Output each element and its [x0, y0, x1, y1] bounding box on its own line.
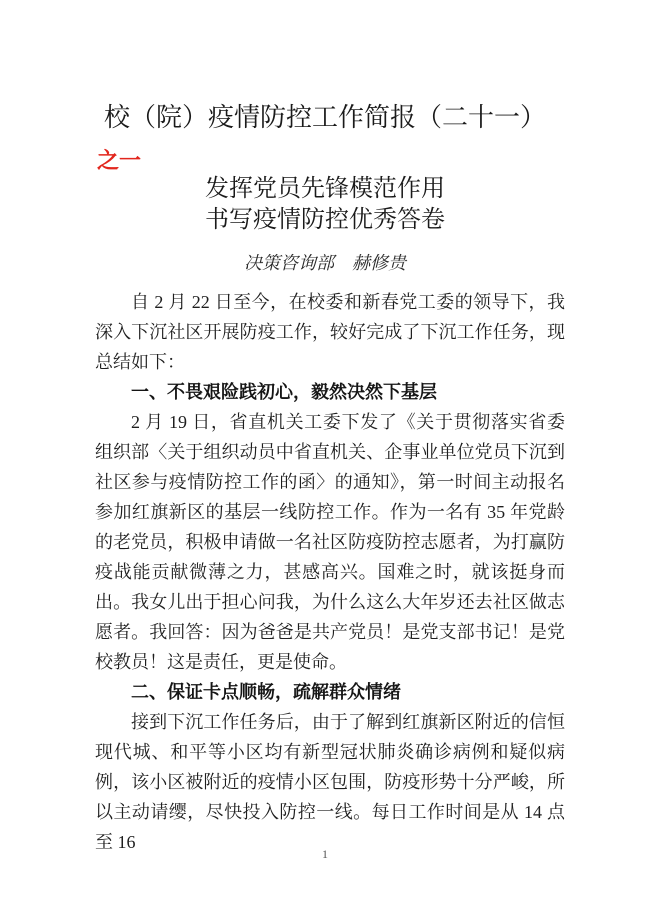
article-title — [0, 174, 650, 236]
doc-title: 校（院）疫情防控工作简报（二十一） — [103, 103, 546, 132]
section-heading: 二、保证卡点顺畅，疏解群众情绪 — [131, 682, 401, 702]
body-paragraph: 2 月 19 日，省直机关工委下发了《关于贯彻落实省委组织部〈关于组织动员中省直机关、企事业单位党员下沉到社区参与疫情防控工作的函〉的通知》，第一时间主动报名参加红旗新区的基层一线防控工作。作为一名有 35 年党龄的老党员，积极申请做一名社区防疫防控志愿者，为打赢防疫战能贡献微薄之力，甚感高兴。国难之时，就该挺身而出。我女儿出于担心问我，为什么这么大年岁还去社区做志愿者。我回答：因为爸爸是共产党员！是党支部书记！是党校教员！这是责任，更是使命。 — [95, 412, 565, 672]
article-title-line2: 书写疫情防控优秀答卷 — [205, 207, 445, 233]
document-body — [95, 287, 565, 857]
section-heading: 一、不畏艰险践初心，毅然决然下基层 — [131, 382, 437, 402]
page-number: 1 — [322, 847, 328, 861]
body-paragraph: 接到下沉工作任务后，由于了解到红旗新区附近的信恒现代城、和平等小区均有新型冠状肺炎确诊病例和疑似病例，该小区被附近的疫情小区包围，防疫形势十分严峻，所以主动请缨，尽快投入防控一线。每日工作时间是从 14 点至 16 — [95, 712, 565, 852]
byline: 决策咨询部 赫修贵 — [244, 253, 406, 273]
body-paragraph: 自 2 月 22 日至今，在校委和新春党工委的领导下，我深入下沉社区开展防疫工作，较好完成了下沉工作任务，现总结如下： — [95, 292, 565, 372]
issue-label: 之一 — [97, 148, 142, 173]
article-title-line1: 发挥党员先锋模范作用 — [205, 176, 445, 202]
